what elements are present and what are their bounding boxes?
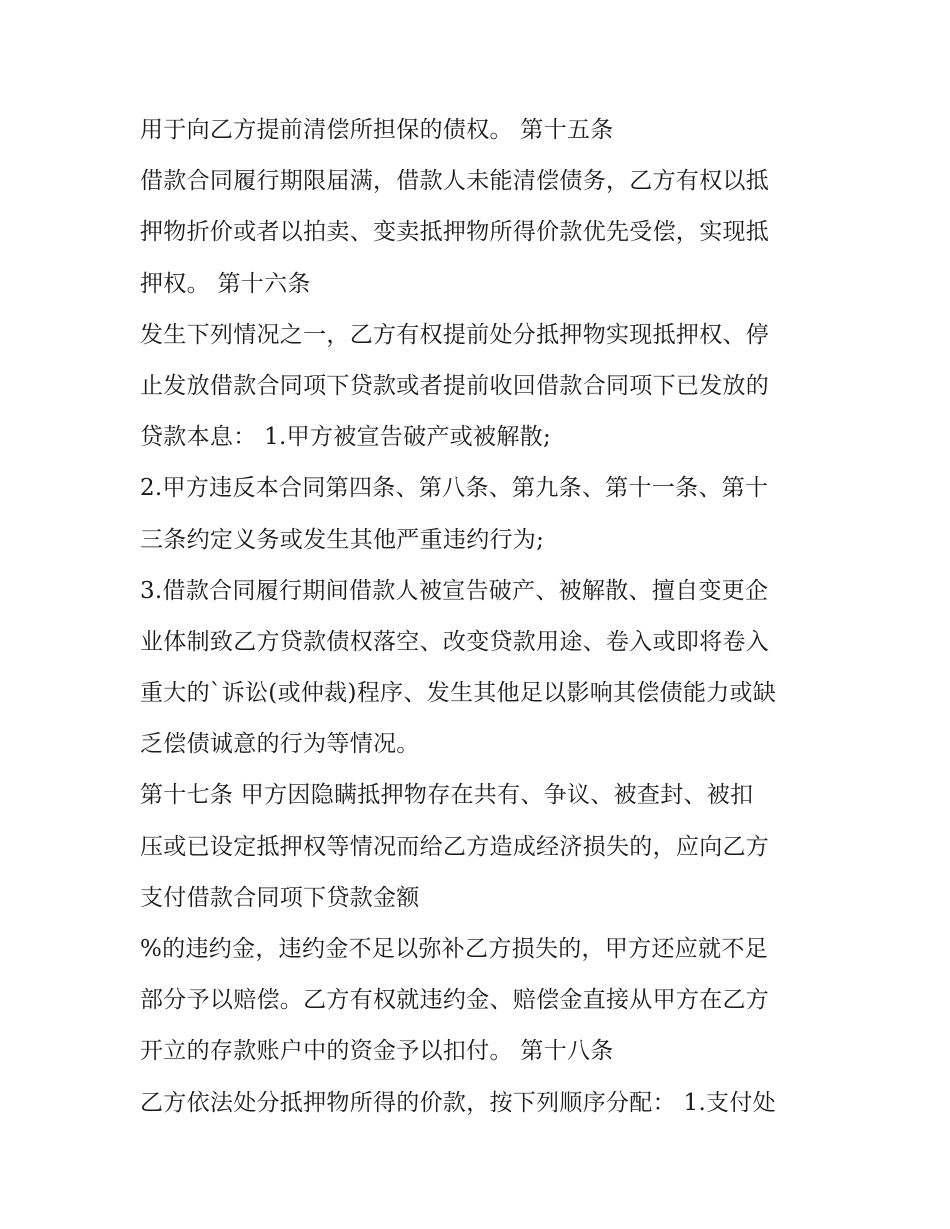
text-line: 乏偿债诚意的行为等情况。 <box>140 731 420 758</box>
text-line: 押权。 第十六条 <box>140 270 311 297</box>
text-line: 三条约定义务或发生其他严重违约行为; <box>140 526 545 553</box>
text-line: 贷款本息： 1.甲方被宣告破产或被解散; <box>140 424 552 451</box>
text-line: 压或已设定抵押权等情况而给乙方造成经济损失的，应向乙方 <box>140 833 770 860</box>
text-line: 借款合同履行期限届满，借款人未能清偿债务，乙方有权以抵 <box>140 168 770 195</box>
text-line: %的违约金，违约金不足以弥补乙方损失的，甲方还应就不足 <box>140 936 768 962</box>
text-line: 重大的`诉讼(或仲裁)程序、发生其他足以影响其偿债能力或缺 <box>140 680 777 707</box>
text-line: 部分予以赔偿。乙方有权就违约金、赔偿金直接从甲方在乙方 <box>140 987 770 1014</box>
text-line: 用于向乙方提前清偿所担保的债权。 第十五条 <box>140 117 614 143</box>
text-line: 开立的存款账户中的资金予以扣付。 第十八条 <box>140 1038 614 1065</box>
text-line: 业体制致乙方贷款债权落空、改变贷款用途、卷入或即将卷入 <box>140 628 770 655</box>
text-line: 第十七条 甲方因隐瞒抵押物存在共有、争议、被查封、被扣 <box>140 782 754 809</box>
text-line: 发生下列情况之一，乙方有权提前处分抵押物实现抵押权、停 <box>140 321 770 348</box>
text-line: 3.借款合同履行期间借款人被宣告破产、被解散、擅自变更企 <box>140 577 769 604</box>
text-line: 支付借款合同项下贷款金额 <box>140 884 420 911</box>
text-line: 2.甲方违反本合同第四条、第八条、第九条、第十一条、第十 <box>140 475 769 502</box>
document-body <box>140 105 830 1129</box>
text-line: 乙方依法处分抵押物所得的价款，按下列顺序分配： 1.支付处 <box>140 1089 776 1116</box>
text-line: 押物折价或者以拍卖、变卖抵押物所得价款优先受偿，实现抵 <box>140 219 770 246</box>
text-line: 止发放借款合同项下贷款或者提前收回借款合同项下已发放的 <box>140 372 770 399</box>
